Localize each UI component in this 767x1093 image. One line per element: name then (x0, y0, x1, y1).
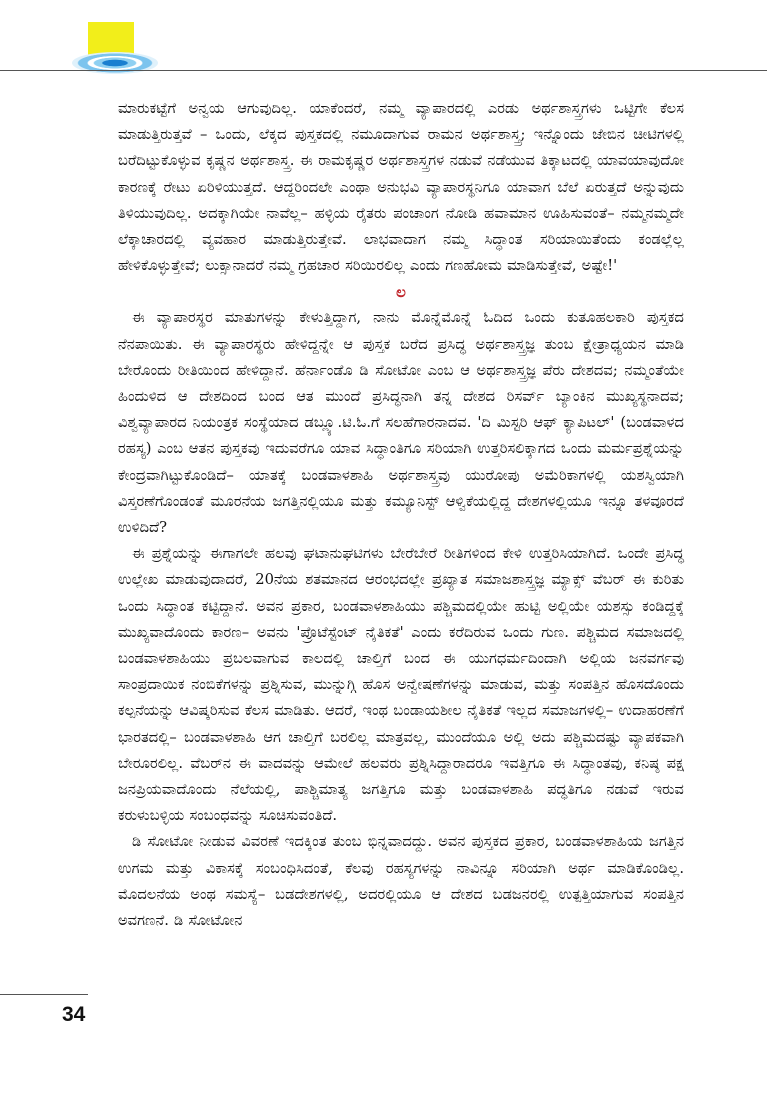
footer-rule (0, 994, 88, 995)
paragraph-2: ಈ ವ್ಯಾಪಾರಸ್ಥರ ಮಾತುಗಳನ್ನು ಕೇಳುತ್ತಿದ್ದಾಗ, ನಾನು ಮೊನ್ನೆಮೊನ್ನೆ ಓದಿದ ಒಂದು ಕುತೂಹಲಕಾರಿ ಪುಸ್ತಕದ ನೆನಪಾಯಿತು. ಈ ವ್ಯಾಪಾರಸ್ಥರು ಹೇಳಿದ್ದನ್ನೇ ಆ ಪುಸ್ತಕ ಬರೆದ ಪ್ರಸಿದ್ಧ ಅರ್ಥಶಾಸ್ತ್ರಜ್ಞ ತುಂಬ ಕ್ಷೇತ್ರಾಧ್ಯಯನ ಮಾಡಿ ಬೇರೊಂದು ರೀತಿಯಿಂದ ಹೇಳಿದ್ದಾನೆ. ಹೆರ್ನಾಂಡೊ ಡಿ ಸೋಟೋ ಎಂಬ ಆ ಅರ್ಥಶಾಸ್ತ್ರಜ್ಞ ಪೆರು ದೇಶದವ; ನಮ್ಮಂತೆಯೇ ಹಿಂದುಳಿದ ಆ ದೇಶದಿಂದ ಬಂದ ಆತ ಮುಂದೆ ಪ್ರಸಿದ್ಧನಾಗಿ ತನ್ನ ದೇಶದ ರಿಸರ್ವ್ ಬ್ಯಾಂಕಿನ ಮುಖ್ಯಸ್ಥನಾದವ; ವಿಶ್ವವ್ಯಾಪಾರದ ನಿಯಂತ್ರಕ ಸಂಸ್ಥೆಯಾದ ಡಬ್ಲ್ಯೂ.ಟಿ.ಓ.ಗೆ ಸಲಹೆಗಾರನಾದವ. 'ದಿ ಮಿಸ್ಟರಿ ಆಫ್ ಕ್ಯಾಪಿಟಲ್' (ಬಂಡವಾಳದ ರಹಸ್ಯ) ಎಂಬ ಆತನ ಪುಸ್ತಕವು ಇದುವರೆಗೂ ಯಾವ ಸಿದ್ಧಾಂತಿಗೂ ಸರಿಯಾಗಿ ಉತ್ತರಿಸಲಿಕ್ಕಾಗದ ಒಂದು ಮರ್ಮಪ್ರಶ್ನೆಯನ್ನು ಕೇಂದ್ರವಾಗಿಟ್ಟುಕೊಂಡಿದೆ– ಯಾತಕ್ಕೆ ಬಂಡವಾಳಶಾಹಿ ಅರ್ಥಶಾಸ್ತ್ರವು ಯುರೋಪು ಅಮೆರಿಕಾಗಳಲ್ಲಿ ಯಶಸ್ವಿಯಾಗಿ ವಿಸ್ತರಣೆಗೊಂಡಂತೆ ಮೂರನೆಯ ಜಗತ್ತಿನಲ್ಲಿಯೂ ಮತ್ತು ಕಮ್ಯೂನಿಸ್ಟ್ ಆಳ್ವಿಕೆಯಲ್ಲಿದ್ದ ದೇಶಗಳಲ್ಲಿಯೂ ಇನ್ನೂ ತಳವೂರದೆ ಉಳಿದಿದೆ? (118, 309, 684, 537)
page-number: 34 (62, 1003, 86, 1026)
header-rule (0, 70, 767, 71)
paragraph-1: ಮಾರುಕಟ್ಟೆಗೆ ಅನ್ವಯ ಆಗುವುದಿಲ್ಲ. ಯಾಕೆಂದರೆ, ನಮ್ಮ ವ್ಯಾಪಾರದಲ್ಲಿ ಎರಡು ಅರ್ಥಶಾಸ್ತ್ರಗಳು ಒಟ್ಟಿಗೇ ಕೆಲಸ ಮಾಡುತ್ತಿರುತ್ತವೆ – ಒಂದು, ಲೆಕ್ಕದ ಪುಸ್ತಕದಲ್ಲಿ ನಮೂದಾಗುವ ರಾಮನ ಅರ್ಥಶಾಸ್ತ್ರ; ಇನ್ನೊಂದು ಜೇಬಿನ ಚೀಟಿಗಳಲ್ಲಿ ಬರೆದಿಟ್ಟುಕೊಳ್ಳುವ ಕೃಷ್ಣನ ಅರ್ಥಶಾಸ್ತ್ರ. ಈ ರಾಮಕೃಷ್ಣರ ಅರ್ಥಶಾಸ್ತ್ರಗಳ ನಡುವೆ ನಡೆಯುವ ತಿಕ್ಕಾಟದಲ್ಲಿ ಯಾವಯಾವುದೋ ಕಾರಣಕ್ಕೆ ರೇಟು ಏರಿಳಿಯುತ್ತದೆ. ಆದ್ದರಿಂದಲೇ ಎಂಥಾ ಅನುಭವಿ ವ್ಯಾಪಾರಸ್ಥನಿಗೂ ಯಾವಾಗ ಬೆಲೆ ಏರುತ್ತದೆ ಅನ್ನುವುದು ತಿಳಿಯುವುದಿಲ್ಲ. ಅದಕ್ಕಾಗಿಯೇ ನಾವೆಲ್ಲ– ಹಳ್ಳಿಯ ರೈತರು ಪಂಚಾಂಗ ನೋಡಿ ಹವಾಮಾನ ಊಹಿಸುವಂತೆ– ನಮ್ಮನಮ್ಮದೇ ಲೆಕ್ಕಾಚಾರದಲ್ಲಿ ವ್ಯವಹಾರ ಮಾಡುತ್ತಿರುತ್ತೇವೆ. ಲಾಭವಾದಾಗ ನಮ್ಮ ಸಿದ್ಧಾಂತ ಸರಿಯಾಯಿತೆಂದು ಕಂಡಲ್ಲೆಲ್ಲ ಹೇಳಿಕೊಳ್ಳುತ್ತೇವೆ; ಲುಕ್ಸಾನಾದರೆ ನಮ್ಮ ಗ್ರಹಚಾರ ಸರಿಯಿರಲಿಲ್ಲ ಎಂದು ಗಣಹೋಮ ಮಾಡಿಸುತ್ತೇವೆ, ಅಷ್ಟೇ!' (118, 100, 684, 275)
paragraph-4: ಡಿ ಸೋಟೋ ನೀಡುವ ವಿವರಣೆ ಇದಕ್ಕಿಂತ ತುಂಬ ಭಿನ್ನವಾದದ್ದು. ಅವನ ಪುಸ್ತಕದ ಪ್ರಕಾರ, ಬಂಡವಾಳಶಾಹಿಯ ಜಗತ್ತಿನ ಉಗಮ ಮತ್ತು ವಿಕಾಸಕ್ಕೆ ಸಂಬಂಧಿಸಿದಂತೆ, ಕೆಲವು ರಹಸ್ಯಗಳನ್ನು ನಾವಿನ್ನೂ ಸರಿಯಾಗಿ ಅರ್ಥ ಮಾಡಿಕೊಂಡಿಲ್ಲ. ಮೊದಲನೆಯ ಅಂಥ ಸಮಸ್ಯೆ– ಬಡದೇಶಗಳಲ್ಲಿ, ಅದರಲ್ಲಿಯೂ ಆ ದೇಶದ ಬಡಜನರಲ್ಲಿ ಉತ್ಪತ್ತಿಯಾಗುವ ಸಂಪತ್ತಿನ ಅವಗಣನೆ. ಡಿ ಸೋಟೋನ (118, 833, 684, 930)
article-body (118, 96, 684, 934)
logo-yellow-square (88, 22, 134, 56)
section-divider-ornament: ಲ (396, 283, 406, 302)
paragraph-3: ಈ ಪ್ರಶ್ನೆಯನ್ನು ಈಗಾಗಲೇ ಹಲವು ಘಟಾನುಘಟಿಗಳು ಬೇರೆಬೇರೆ ರೀತಿಗಳಿಂದ ಕೇಳಿ ಉತ್ತರಿಸಿಯಾಗಿದೆ. ಒಂದೇ ಪ್ರಸಿದ್ಧ ಉಲ್ಲೇಖ ಮಾಡುವುದಾದರೆ, 20ನೆಯ ಶತಮಾನದ ಆರಂಭದಲ್ಲೇ ಪ್ರಖ್ಯಾತ ಸಮಾಜಶಾಸ್ತ್ರಜ್ಞ ಮ್ಯಾಕ್ಸ್ ವೆಬರ್ ಈ ಕುರಿತು ಒಂದು ಸಿದ್ಧಾಂತ ಕಟ್ಟಿದ್ದಾನೆ. ಅವನ ಪ್ರಕಾರ, ಬಂಡವಾಳಶಾಹಿಯು ಪಶ್ಚಿಮದಲ್ಲಿಯೇ ಹುಟ್ಟಿ ಅಲ್ಲಿಯೇ ಯಶಸ್ಸು ಕಂಡಿದ್ದಕ್ಕೆ ಮುಖ್ಯವಾದೊಂದು ಕಾರಣ– ಅವನು 'ಪ್ರೊಟೆಸ್ಟೆಂಟ್ ನೈತಿಕತೆ' ಎಂದು ಕರೆದಿರುವ ಒಂದು ಗುಣ. ಪಶ್ಚಿಮದ ಸಮಾಜದಲ್ಲಿ ಬಂಡವಾಳಶಾಹಿಯು ಪ್ರಬಲವಾಗುವ ಕಾಲದಲ್ಲಿ ಚಾಲ್ತಿಗೆ ಬಂದ ಈ ಯುಗಧರ್ಮದಿಂದಾಗಿ ಅಲ್ಲಿಯ ಜನವರ್ಗವು ಸಾಂಪ್ರದಾಯಿಕ ನಂಬಿಕೆಗಳನ್ನು ಪ್ರಶ್ನಿಸುವ, ಮುನ್ನುಗ್ಗಿ ಹೊಸ ಅನ್ವೇಷಣೆಗಳನ್ನು ಮಾಡುವ, ಮತ್ತು ಸಂಪತ್ತಿನ ಹೊಸದೊಂದು ಕಲ್ಪನೆಯನ್ನು ಆವಿಷ್ಕರಿಸುವ ಕೆಲಸ ಮಾಡಿತು. ಆದರೆ, ಇಂಥ ಬಂಡಾಯಶೀಲ ನೈತಿಕತೆ ಇಲ್ಲದ ಸಮಾಜಗಳಲ್ಲಿ– ಉದಾಹರಣೆಗೆ ಭಾರತದಲ್ಲಿ– ಬಂಡವಾಳಶಾಹಿ ಆಗ ಚಾಲ್ತಿಗೆ ಬರಲಿಲ್ಲ ಮಾತ್ರವಲ್ಲ, ಮುಂದೆಯೂ ಅಲ್ಲಿ ಅದು ಪಶ್ಚಿಮದಷ್ಟು ವ್ಯಾಪಕವಾಗಿ ಬೇರೂರಲಿಲ್ಲ. ವೆಬರ್‌ನ ಈ ವಾದವನ್ನು ಆಮೇಲೆ ಹಲವರು ಪ್ರಶ್ನಿಸಿದ್ದಾರಾದರೂ ಇವತ್ತಿಗೂ ಈ ಸಿದ್ಧಾಂತವು, ಕನಿಷ್ಠ ಪಕ್ಷ ಜನಪ್ರಿಯವಾದೊಂದು ನೆಲೆಯಲ್ಲಿ, ಪಾಶ್ಚಿಮಾತ್ಯ ಜಗತ್ತಿಗೂ ಮತ್ತು ಬಂಡವಾಳಶಾಹಿ ಪದ್ಧತಿಗೂ ನಡುವೆ ಇರುವ ಕರುಳುಬಳ್ಳಿಯ ಸಂಬಂಧವನ್ನು ಸೂಚಿಸುವಂತಿದೆ. (118, 545, 684, 825)
